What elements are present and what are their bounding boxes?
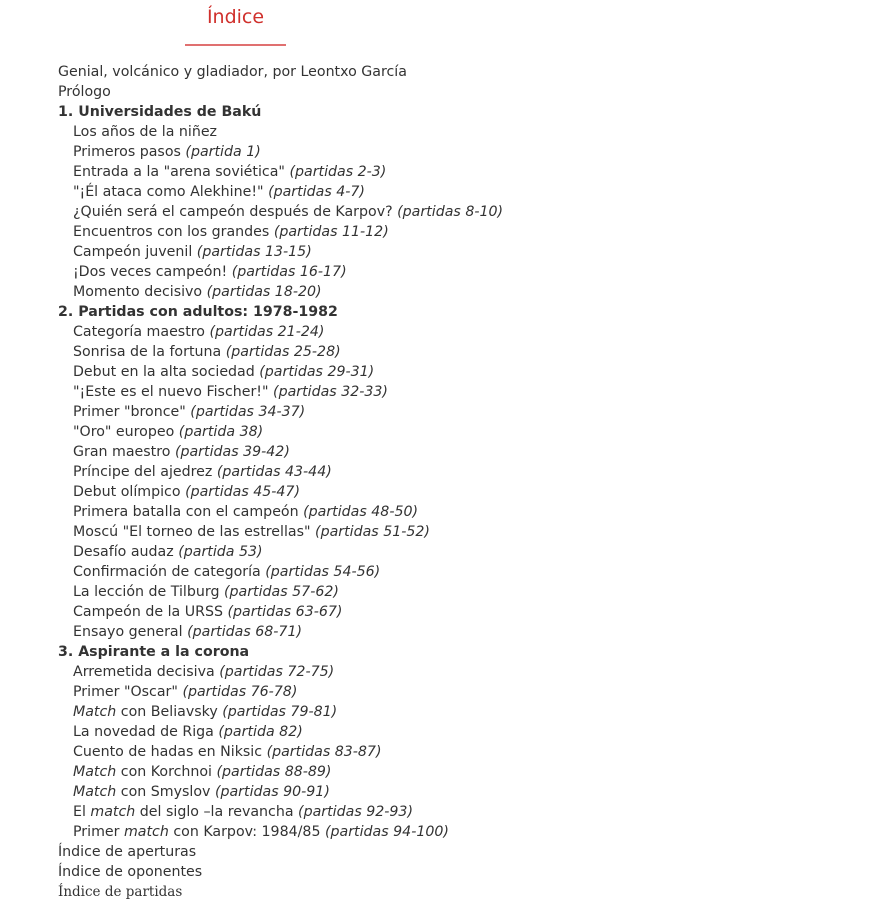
toc-item[interactable] <box>58 862 838 882</box>
toc-section[interactable] <box>58 362 838 382</box>
toc-label: 1. Universidades de Bakú <box>58 104 262 120</box>
toc-label: ¡Dos veces campeón! <box>73 264 228 280</box>
toc-italic-word: match <box>123 824 169 840</box>
toc-section[interactable] <box>58 662 838 682</box>
toc-games-range: (partidas 2-3) <box>289 164 387 180</box>
toc-label: Gran maestro <box>73 444 171 460</box>
toc-games-range: (partidas 92-93) <box>298 804 413 820</box>
toc-item[interactable] <box>58 842 838 862</box>
toc-games-range: (partidas 45-47) <box>185 484 300 500</box>
toc-link[interactable] <box>73 164 386 180</box>
toc-section[interactable] <box>58 382 838 402</box>
toc-label: Momento decisivo <box>73 284 203 300</box>
toc-games-range: (partidas 79-81) <box>222 704 338 720</box>
toc-section[interactable] <box>58 342 838 362</box>
toc-section[interactable] <box>58 802 838 822</box>
toc-games-range: (partida 1) <box>185 144 261 160</box>
toc-label: Los años de la niñez <box>73 124 217 140</box>
toc-section[interactable] <box>58 722 838 742</box>
toc-section[interactable] <box>58 402 838 422</box>
toc-section[interactable] <box>58 242 838 262</box>
toc-label: "¡Este es el nuevo Fischer!" <box>73 384 269 400</box>
toc-item[interactable] <box>58 882 838 902</box>
toc-label: ¿Quién será el campeón después de Karpov? <box>73 204 393 220</box>
toc-link[interactable] <box>58 864 202 880</box>
toc-section[interactable] <box>58 482 838 502</box>
toc-section[interactable] <box>58 682 838 702</box>
toc-games-range: (partidas 43-44) <box>216 464 332 480</box>
toc-label: Arremetida decisiva <box>73 664 215 680</box>
toc-section[interactable] <box>58 702 838 722</box>
toc-section[interactable] <box>58 762 838 782</box>
toc-link[interactable] <box>73 204 503 220</box>
toc-games-range: (partida 82) <box>218 724 303 740</box>
toc-label-cont: con Karpov: 1984/85 <box>168 824 321 840</box>
toc-label: Encuentros con los grandes <box>73 224 270 240</box>
toc-games-range: (partida 53) <box>178 544 263 560</box>
toc-games-range: (partidas 48-50) <box>303 504 419 520</box>
toc-games-range: (partidas 68-71) <box>187 624 303 640</box>
toc-section[interactable] <box>58 582 838 602</box>
toc-label: Ensayo general <box>73 624 183 640</box>
title-underline <box>185 44 286 46</box>
toc-games-range: (partidas 83-87) <box>266 744 382 760</box>
toc-section[interactable] <box>58 462 838 482</box>
toc-section[interactable] <box>58 422 838 442</box>
toc-games-range: (partidas 25-28) <box>225 344 341 360</box>
toc-section[interactable] <box>58 202 838 222</box>
toc-italic-word: Match <box>73 704 117 720</box>
toc-games-range: (partidas 4-7) <box>268 184 365 200</box>
toc-label: Sonrisa de la fortuna <box>73 344 222 360</box>
toc-label: Índice de partidas <box>58 884 183 900</box>
toc-section[interactable] <box>58 742 838 762</box>
toc-games-range: (partidas 88-89) <box>216 764 332 780</box>
toc-link[interactable] <box>73 544 263 560</box>
table-of-contents <box>58 62 838 902</box>
toc-label: Prólogo <box>58 84 111 100</box>
page-title: Índice <box>206 6 265 28</box>
toc-chapter[interactable] <box>58 302 838 322</box>
toc-games-range: (partidas 57-62) <box>223 584 339 600</box>
toc-link[interactable] <box>73 524 430 540</box>
toc-games-range: (partidas 90-91) <box>214 784 330 800</box>
toc-link[interactable] <box>58 304 338 320</box>
toc-link[interactable] <box>73 564 380 580</box>
toc-link[interactable] <box>73 264 347 280</box>
toc-games-range: (partidas 16-17) <box>231 264 347 280</box>
toc-games-range: (partidas 8-10) <box>397 204 504 220</box>
toc-link[interactable] <box>73 704 337 720</box>
toc-label: Categoría maestro <box>73 324 205 340</box>
toc-label: Moscú "El torneo de las estrellas" <box>73 524 311 540</box>
toc-label: 3. Aspirante a la corona <box>58 644 250 660</box>
toc-link[interactable] <box>58 104 261 120</box>
toc-link[interactable] <box>73 464 332 480</box>
toc-section[interactable] <box>58 282 838 302</box>
toc-link[interactable] <box>73 604 342 620</box>
toc-link[interactable] <box>73 124 217 140</box>
toc-label: Debut olímpico <box>73 484 181 500</box>
toc-italic-word: match <box>90 804 136 820</box>
toc-section[interactable] <box>58 782 838 802</box>
toc-label: "Oro" europeo <box>73 424 175 440</box>
toc-label: Genial, volcánico y gladiador, por Leontxo García <box>58 64 407 80</box>
toc-section[interactable] <box>58 562 838 582</box>
toc-label: Cuento de hadas en Niksic <box>73 744 263 760</box>
toc-section[interactable] <box>58 222 838 242</box>
toc-link[interactable] <box>58 844 196 860</box>
toc-section[interactable] <box>58 442 838 462</box>
toc-games-range: (partidas 63-67) <box>227 604 343 620</box>
toc-label: con Beliavsky <box>116 704 218 720</box>
toc-games-range: (partidas 54-56) <box>265 564 381 580</box>
toc-link[interactable] <box>73 444 290 460</box>
toc-link[interactable] <box>73 684 297 700</box>
toc-section[interactable] <box>58 602 838 622</box>
toc-link[interactable] <box>73 324 324 340</box>
toc-link[interactable] <box>73 144 261 160</box>
toc-link[interactable] <box>58 884 182 900</box>
toc-section[interactable] <box>58 622 838 642</box>
toc-item[interactable] <box>58 82 838 102</box>
toc-games-range: (partidas 72-75) <box>219 664 335 680</box>
toc-link[interactable] <box>73 344 341 360</box>
toc-label: Desafío audaz <box>73 544 174 560</box>
toc-link[interactable] <box>73 244 312 260</box>
toc-label: 2. Partidas con adultos: 1978-1982 <box>58 304 338 320</box>
toc-link[interactable] <box>73 484 300 500</box>
toc-chapter[interactable] <box>58 102 838 122</box>
toc-link[interactable] <box>58 644 249 660</box>
toc-label: Primer <box>73 824 124 840</box>
toc-item[interactable] <box>58 62 838 82</box>
toc-label: Índice de oponentes <box>58 864 203 880</box>
toc-games-range: (partidas 11-12) <box>273 224 389 240</box>
toc-section[interactable] <box>58 822 838 842</box>
toc-link[interactable] <box>73 584 339 600</box>
toc-section[interactable] <box>58 542 838 562</box>
toc-label: Primeros pasos <box>73 144 181 160</box>
toc-label: con Korchnoi <box>116 764 212 780</box>
toc-chapter[interactable] <box>58 642 838 662</box>
toc-games-range: (partida 38) <box>178 424 264 440</box>
toc-link[interactable] <box>73 624 302 640</box>
toc-label: Primer "bronce" <box>73 404 186 420</box>
toc-label: Primera batalla con el campeón <box>73 504 299 520</box>
toc-link[interactable] <box>73 284 322 300</box>
toc-link[interactable] <box>73 184 365 200</box>
toc-link[interactable] <box>73 504 418 520</box>
toc-label: Campeón de la URSS <box>73 604 223 620</box>
toc-games-range: (partidas 29-31) <box>259 364 375 380</box>
toc-link[interactable] <box>73 804 413 820</box>
toc-section[interactable] <box>58 262 838 282</box>
toc-link[interactable] <box>73 664 334 680</box>
toc-link[interactable] <box>73 724 303 740</box>
toc-games-range: (partidas 76-78) <box>182 684 298 700</box>
toc-section[interactable] <box>58 502 838 522</box>
toc-section[interactable] <box>58 182 838 202</box>
toc-label: con Smyslov <box>116 784 211 800</box>
toc-link[interactable] <box>73 404 305 420</box>
toc-label-cont: del siglo –la revancha <box>135 804 294 820</box>
toc-link[interactable] <box>58 64 407 80</box>
toc-link[interactable] <box>73 364 374 380</box>
toc-italic-word: Match <box>73 764 117 780</box>
toc-link[interactable] <box>73 744 382 760</box>
toc-games-range: (partidas 94-100) <box>324 824 449 840</box>
toc-link[interactable] <box>73 424 263 440</box>
toc-label: "¡Él ataca como Alekhine!" <box>73 184 264 200</box>
toc-link[interactable] <box>73 384 388 400</box>
toc-label: Campeón juvenil <box>73 244 193 260</box>
toc-label: Debut en la alta sociedad <box>73 364 255 380</box>
toc-section[interactable] <box>58 162 838 182</box>
toc-label: La lección de Tilburg <box>73 584 220 600</box>
toc-games-range: (partidas 34-37) <box>190 404 306 420</box>
toc-italic-word: Match <box>73 784 117 800</box>
toc-label: Confirmación de categoría <box>73 564 261 580</box>
toc-link[interactable] <box>73 784 330 800</box>
toc-link[interactable] <box>73 824 449 840</box>
toc-games-range: (partidas 21-24) <box>209 324 325 340</box>
toc-games-range: (partidas 32-33) <box>273 384 388 400</box>
toc-label: Príncipe del ajedrez <box>73 464 213 480</box>
toc-section[interactable] <box>58 522 838 542</box>
toc-label: La novedad de Riga <box>73 724 214 740</box>
toc-label: Índice de aperturas <box>58 844 197 860</box>
toc-label: El <box>73 804 91 820</box>
toc-label: Entrada a la "arena soviética" <box>73 164 285 180</box>
toc-games-range: (partidas 18-20) <box>206 284 322 300</box>
toc-link[interactable] <box>73 224 389 240</box>
toc-link[interactable] <box>58 84 111 100</box>
toc-section[interactable] <box>58 122 838 142</box>
toc-games-range: (partidas 39-42) <box>174 444 290 460</box>
toc-section[interactable] <box>58 322 838 342</box>
toc-label: Primer "Oscar" <box>73 684 178 700</box>
toc-section[interactable] <box>58 142 838 162</box>
toc-games-range: (partidas 51-52) <box>315 524 430 540</box>
toc-link[interactable] <box>73 764 331 780</box>
toc-games-range: (partidas 13-15) <box>196 244 312 260</box>
